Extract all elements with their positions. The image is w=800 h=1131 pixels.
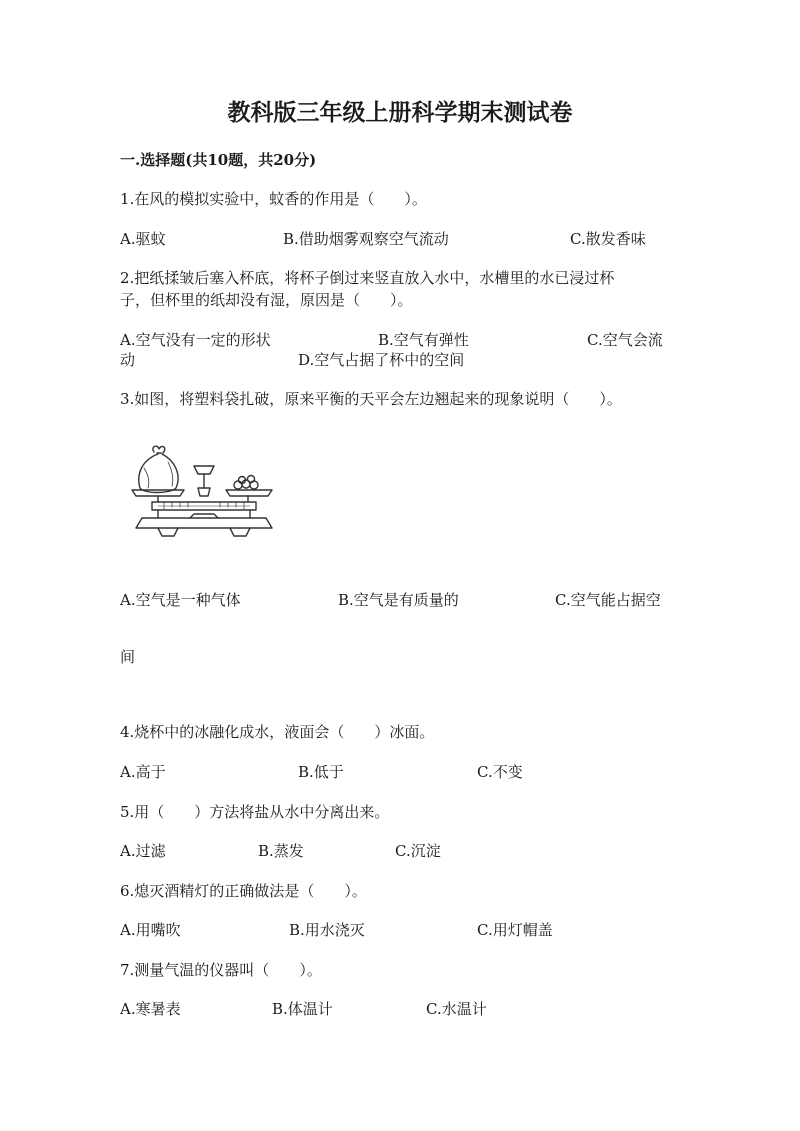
question-5-option-a: A.过滤 <box>120 842 166 860</box>
section-heading: 一.选择题(共10题，共20分) <box>120 151 317 169</box>
question-2-option-c: C.空气会流 <box>587 331 663 349</box>
balance-scale-figure <box>128 444 280 544</box>
question-3-option-c: C.空气能占据空 <box>555 591 661 609</box>
question-1-option-a: A.驱蚊 <box>120 230 166 248</box>
question-3-option-a: A.空气是一种气体 <box>120 591 241 609</box>
question-4-option-b: B.低于 <box>298 763 344 781</box>
question-7-stem: 7.测量气温的仪器叫（ ）。 <box>120 961 322 979</box>
question-1-option-c: C.散发香味 <box>570 230 646 248</box>
question-6-option-c: C.用灯帽盖 <box>477 921 553 939</box>
question-1-option-b: B.借助烟雾观察空气流动 <box>283 230 449 248</box>
question-7-option-b: B.体温计 <box>272 1000 333 1018</box>
question-7-option-a: A.寒暑表 <box>120 1000 181 1018</box>
question-3-option-c-wrap: 间 <box>120 648 136 666</box>
question-5-option-b: B.蒸发 <box>258 842 304 860</box>
question-6-option-b: B.用水浇灭 <box>289 921 365 939</box>
question-4-option-c: C.不变 <box>477 763 523 781</box>
question-2-stem-line-2: 子，但杯里的纸却没有湿，原因是（ ）。 <box>120 291 413 309</box>
question-2-option-c-wrap: 动 <box>120 351 136 369</box>
question-3-stem: 3.如图，将塑料袋扎破，原来平衡的天平会左边翘起来的现象说明（ ）。 <box>120 390 622 408</box>
question-1-stem: 1.在风的模拟实验中，蚊香的作用是（ ）。 <box>120 190 427 208</box>
question-5-stem: 5.用（ ）方法将盐从水中分离出来。 <box>120 803 390 821</box>
question-6-option-a: A.用嘴吹 <box>120 921 181 939</box>
question-2-option-a: A.空气没有一定的形状 <box>120 331 271 349</box>
question-4-option-a: A.高于 <box>120 763 166 781</box>
question-2-stem-line-1: 2.把纸揉皱后塞入杯底，将杯子倒过来竖直放入水中，水槽里的水已浸过杯 <box>120 269 615 287</box>
question-6-stem: 6.熄灭酒精灯的正确做法是（ ）。 <box>120 882 367 900</box>
question-4-stem: 4.烧杯中的冰融化成水，液面会（ ）冰面。 <box>120 723 435 741</box>
question-5-option-c: C.沉淀 <box>395 842 441 860</box>
question-2-option-b: B.空气有弹性 <box>378 331 469 349</box>
question-3-option-b: B.空气是有质量的 <box>338 591 459 609</box>
exam-title: 教科版三年级上册科学期末测试卷 <box>227 99 573 126</box>
question-7-option-c: C.水温计 <box>426 1000 487 1018</box>
question-2-option-d: D.空气占据了杯中的空间 <box>298 351 465 369</box>
